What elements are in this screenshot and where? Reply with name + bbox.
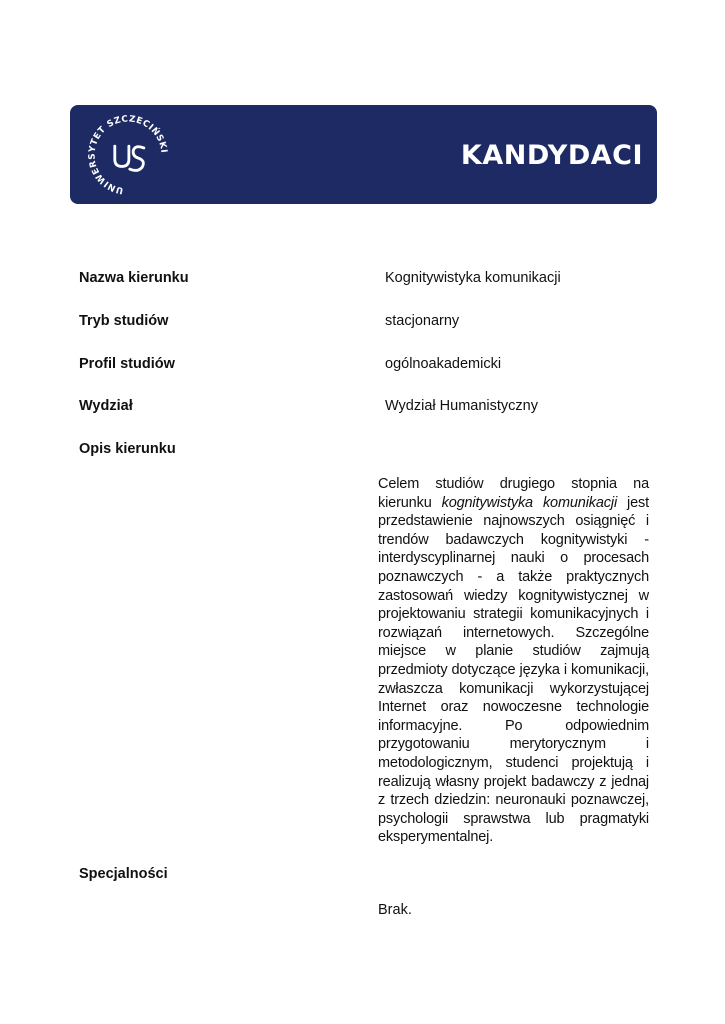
field-faculty-label: Wydział (79, 398, 133, 414)
description-label: Opis kierunku (79, 441, 176, 457)
field-name-value: Kognitywistyka komunikacji (385, 270, 561, 286)
field-faculty-value: Wydział Humanistyczny (385, 398, 538, 414)
description-text (378, 475, 649, 847)
description-text-end: jest przedstawienie najnowszych osiągnięć i trendów badawczych kognitywistyki - interdyscyplinarnej nauki o procesach poznawczych - a także praktycznych zastosowań wiedzy kognitywistycznej w projektowaniu strategii komunikacyjnych i rozwiązań internetowych. Szczególne miejsce w planie studiów zajmują przedmioty dotyczące języka i komunikacji, zwłaszcza komunikacji wykorzystującej Internet oraz nowoczesne technologie informacyjne. Po odpowiednim przygotowaniu merytorycznym i metodologicznym, studenci projektują i realizują własny projekt badawczy z jednaj z trzech dziedzin: neuronauki poznawczej, psychologii sprawstwa lub pragmatyki eksperymentalnej. (378, 494, 650, 846)
specializations-label: Specjalności (79, 866, 168, 882)
field-profile-value: ogólnoakademicki (385, 356, 502, 372)
university-logo (84, 111, 172, 199)
header-banner (70, 105, 657, 204)
description-text-start: Celem studiów drugiego stopnia na kierunku (378, 476, 649, 511)
svg-text:UNIWERSYTET SZCZECIŃSKI: UNIWERSYTET SZCZECIŃSKI (87, 114, 169, 196)
description-italic: kognitywistyka komunikacji (441, 494, 618, 511)
field-name-label: Nazwa kierunku (79, 270, 189, 286)
field-mode-value: stacjonarny (385, 313, 460, 329)
field-profile-label: Profil studiów (79, 356, 175, 372)
specializations-value: Brak. (378, 902, 412, 918)
banner-title: KANDYDACI (460, 140, 643, 171)
field-mode-label: Tryb studiów (79, 313, 169, 329)
